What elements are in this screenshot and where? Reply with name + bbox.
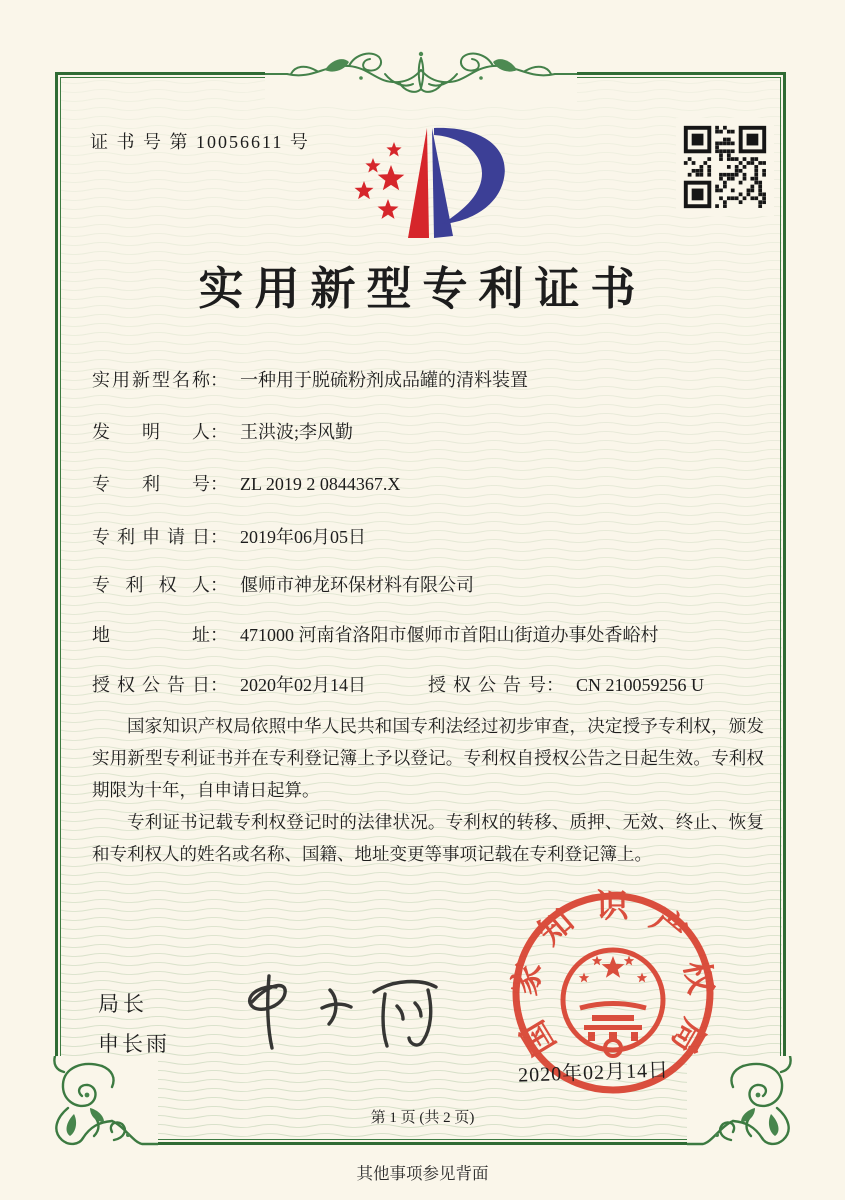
- field-value: 471000 河南省洛阳市偃师市首阳山街道办事处香峪村: [240, 625, 659, 645]
- label-colon: ：: [210, 527, 228, 547]
- label-colon: ：: [210, 625, 228, 645]
- national-emblem: [563, 950, 663, 1056]
- field-value: 王洪波;李风勤: [240, 422, 354, 442]
- label-colon: ：: [210, 575, 228, 595]
- field-label: 发明人: [92, 422, 210, 442]
- qr-code-icon: [676, 118, 774, 216]
- top-ornament: [265, 44, 577, 104]
- field-label: 专利申请日: [92, 527, 210, 547]
- cnipa-logo-icon: [330, 116, 520, 248]
- green-scroll-ornament-icon: [265, 44, 577, 104]
- label-colon: ：: [210, 370, 228, 390]
- field-value: 一种用于脱硫粉剂成品罐的清料装置: [240, 370, 528, 390]
- seal-arc-text: 国家知识产权局: [508, 888, 718, 1061]
- bottom-left-ornament: [38, 1056, 158, 1152]
- grant-number-value: CN 210059256 U: [576, 675, 705, 695]
- logo-stars: [355, 142, 405, 219]
- field-value: 2019年06月05日: [240, 527, 366, 547]
- field-row-patent-no: [92, 470, 782, 496]
- handwritten-signature-icon: [224, 970, 446, 1054]
- label-colon: ：: [210, 474, 228, 494]
- field-label: 专利号: [92, 474, 210, 494]
- field-label: 授权公告号: [428, 675, 546, 695]
- field-label: 实用新型名称: [92, 370, 210, 390]
- field-label: 专利权人: [92, 575, 210, 595]
- label-colon: ：: [546, 675, 564, 695]
- certificate-title: 实用新型专利证书: [198, 264, 647, 314]
- grant-date-value: 2020年02月14日: [240, 675, 366, 695]
- corner-flourish-icon: [38, 1056, 158, 1152]
- field-row-grant: [92, 671, 782, 697]
- grant-number-group: [428, 671, 704, 697]
- officer-title: 局长: [98, 992, 148, 1016]
- legal-text: [92, 710, 764, 870]
- page-number: 第 1 页 (共 2 页): [370, 1110, 475, 1126]
- field-row-filing-date: [92, 523, 782, 549]
- field-row-address: [92, 621, 782, 647]
- certificate-number: 证 书 号 第 10056611 号: [90, 132, 310, 152]
- label-colon: ：: [210, 675, 228, 695]
- field-value: ZL 2019 2 0844367.X: [240, 474, 401, 494]
- back-side-note: 其他事项参见背面: [356, 1164, 489, 1183]
- legal-paragraph-2: 专利证书记载专利权登记时的法律状况。专利权的转移、质押、无效、终止、恢复和专利权人的姓名或名称、国籍、地址变更等事项记载在专利登记簿上。: [92, 812, 764, 864]
- label-colon: ：: [210, 422, 228, 442]
- field-value: 偃师市神龙环保材料有限公司: [240, 575, 474, 595]
- field-row-name: [92, 366, 782, 392]
- legal-paragraph-1: 国家知识产权局依照中华人民共和国专利法经过初步审查，决定授予专利权，颁发实用新型专利证书并在专利登记簿上予以登记。专利权自授权公告之日起生效。专利权期限为十年，自申请日起算。: [92, 716, 764, 800]
- field-row-inventor: [92, 418, 782, 444]
- seal-date: 2020年02月14日: [517, 1059, 670, 1087]
- officer-name: 申长雨: [98, 1032, 170, 1056]
- field-label: 授权公告日: [92, 675, 210, 695]
- field-row-patentee: [92, 571, 782, 597]
- field-label: 地址: [92, 625, 210, 645]
